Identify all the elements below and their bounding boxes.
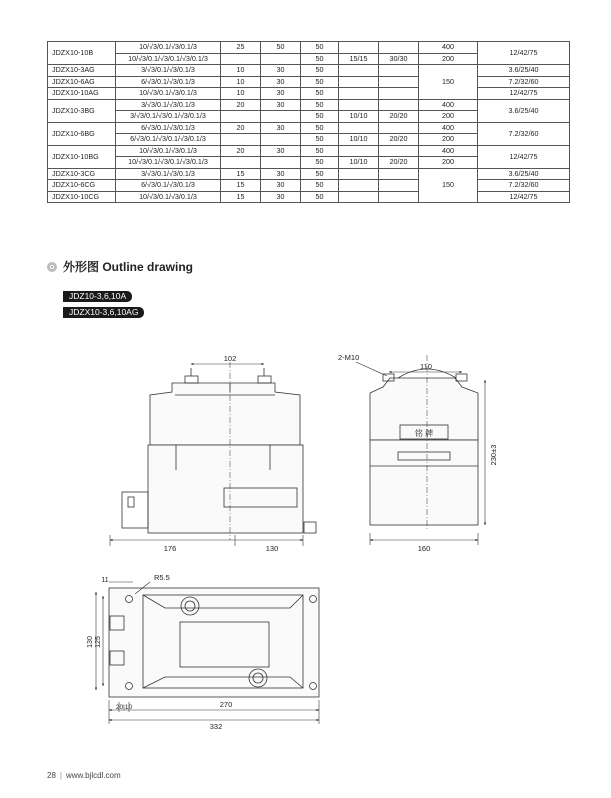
- table-row: 3/√3/0.1/√3/0.1/√3/0.1/3 50 10/10 20/20 200: [48, 111, 570, 123]
- dim-plan-radius: R5.5: [154, 573, 170, 582]
- table-row: 6/√3/0.1/√3/0.1/√3/0.1/3 50 10/10 20/20 200: [48, 134, 570, 146]
- footer-divider: |: [59, 771, 62, 780]
- table-row: JDZX10-10CG 10/√3/0.1/√3/0.1/3 15 30 50 12/42/75: [48, 191, 570, 203]
- side-bolt-label: 2-M10: [338, 353, 360, 362]
- table-row: JDZX10-10BG 10/√3/0.1/√3/0.1/3 20 30 50 400 12/42/75: [48, 145, 570, 157]
- dim-plan-inner-length: 270: [219, 700, 233, 709]
- dim-side-top: 110: [420, 362, 432, 371]
- table-row: JDZX10-3BG 3/√3/0.1/√3/0.1/3 20 30 50 400 3.6/25/40: [48, 99, 570, 111]
- dim-front-top: 102: [223, 354, 237, 363]
- table-row: JDZX10-10AG 10/√3/0.1/√3/0.1/3 10 30 50 12/42/75: [48, 88, 570, 100]
- page-footer: [47, 771, 121, 780]
- table-row: JDZX10-6AG 6/√3/0.1/√3/0.1/3 10 30 50 7.2/32/60: [48, 76, 570, 88]
- dim-plan-height-outer: 130: [87, 636, 94, 648]
- nameplate-label: 铭 牌: [414, 429, 434, 438]
- dim-side-height: 230±3: [489, 444, 498, 466]
- page-number: 28: [47, 771, 56, 780]
- footer-website: www.bjlcdl.com: [65, 771, 121, 780]
- dim-side-width: 160: [417, 544, 431, 553]
- table-row: JDZX10-10B 10/√3/0.1/√3/0.1/3 25 50 50 400 12/42/75: [48, 42, 570, 54]
- dim-front-left: 176: [163, 544, 177, 553]
- table-row: 10/√3/0.1/√3/0.1/√3/0.1/3 50 15/15 30/30 200: [48, 53, 570, 65]
- section-title: 外形图 Outline drawing: [63, 260, 194, 274]
- table-row: JDZX10-3AG 3/√3/0.1/√3/0.1/3 10 30 50 150 3.6/25/40: [48, 65, 570, 77]
- table-row: JDZX10-6BG 6/√3/0.1/√3/0.1/3 20 30 50 400 7.2/32/60: [48, 122, 570, 134]
- side-view: [370, 355, 478, 530]
- table-row: JDZX10-6CG 6/√3/0.1/√3/0.1/3 15 30 50 7.2/32/60: [48, 180, 570, 192]
- model-tag: JDZX10-3,6,10AG: [63, 307, 144, 318]
- dim-plan-left: 11: [101, 577, 109, 584]
- dim-plan-bottom-small: 20|10: [115, 704, 133, 711]
- plan-view: [109, 588, 319, 697]
- table-row: 10/√3/0.1/√3/0.1/√3/0.1/3 50 10/10 20/20 200: [48, 157, 570, 169]
- dim-plan-height-inner: 125: [95, 636, 102, 648]
- table-row: JDZX10-3CG 3/√3/0.1/√3/0.1/3 15 30 50 150 3.6/25/40: [48, 168, 570, 180]
- dim-front-right: 130: [265, 544, 279, 553]
- model-tag: JDZ10-3,6,10A: [63, 291, 132, 302]
- front-view: [122, 362, 316, 540]
- dim-plan-total-length: 332: [209, 722, 223, 731]
